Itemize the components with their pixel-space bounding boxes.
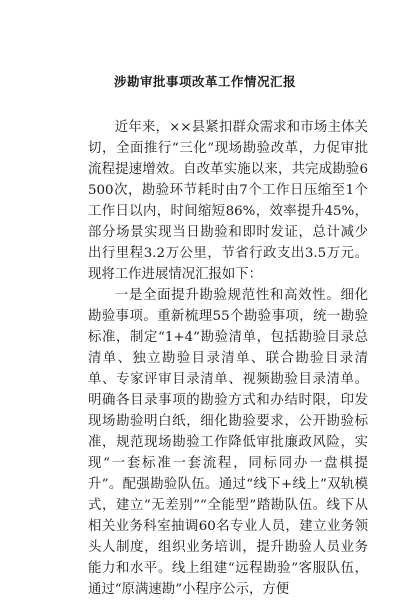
document-body xyxy=(88,117,368,600)
paragraph-section-one: 一是全面提升勘验规范性和高效性。细化勘验事项。重新梳理55个勘验事项，统一勘验标准，制定“1+4”勘验清单，包括勘验目录总清单、独立勘验目录清单、联合勘验目录清单、专家评审目录清单、视频勘验目录清单。明确各目录事项的勘验方式和办结时限，印发现场勘验明白纸，细化勘验要求，公开勘验标准，规范现场勘验工作降低审批廉政风险，实现“一套标准一套流程，同标同办一盘棋提升”。配强勘验队伍。通过“线下+线上”双轨模式，建立“无差别”“全能型”踏勘队伍。线下从相关业务科室抽调60名专业人员，建立业务领头人制度，组织业务培训，提升勘验人员业务能力和水平。线上组建“远程勘验”客服队伍，通过“原满速勘”小程序公示，方便 xyxy=(88,288,368,597)
paragraph-intro: 近年来，××县紧扣群众需求和市场主体关切，全面推行“三化”现场勘验改革，力促审批流程提速增效。自改革实施以来，共完成勘验6500次，勘验环节耗时由7个工作日压缩至1个工作日以内，时间缩短86%，效率提升45%，部分场景实现当日勘验和即时发证，总计减少出行里程3.2万公里，节省行政支出3.5万元。现将工作进展情况汇报如下： xyxy=(88,120,368,282)
document-title: 涉勘审批事项改革工作情况汇报 xyxy=(113,74,296,89)
